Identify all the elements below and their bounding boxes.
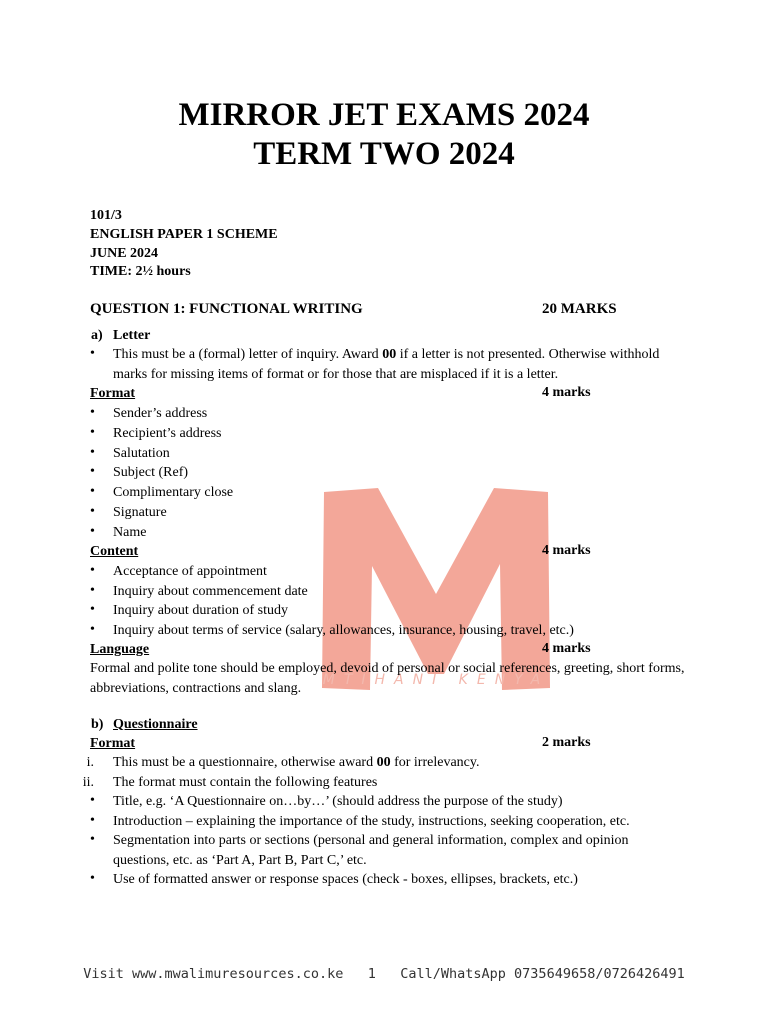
paper-name: ENGLISH PAPER 1 SCHEME — [90, 227, 278, 242]
format-item: Salutation — [113, 445, 170, 461]
bullet-icon: • — [90, 523, 95, 539]
questionnaire-feature: Use of formatted answer or response spaces (check - boxes, ellipses, brackets, etc.) — [113, 872, 578, 887]
format-item: Sender’s address — [113, 406, 208, 421]
exam-title: MIRROR JET EXAMS 2024 — [178, 97, 590, 133]
bullet-icon: • — [90, 504, 95, 519]
bullet-icon: • — [90, 346, 95, 361]
bullet-icon: • — [90, 405, 95, 420]
item-number: i. — [86, 755, 94, 770]
questionnaire-feature-continued: questions, etc. as ‘Part A, Part B, Part C,’ etc. — [113, 852, 367, 868]
footer-website: Visit www.mwalimuresources.co.ke — [83, 966, 344, 982]
part-b-format-marks: 2 marks — [542, 735, 591, 750]
paper-date: JUNE 2024 — [90, 246, 159, 261]
questionnaire-feature: Segmentation into parts or sections (personal and general information, complex and opinion — [113, 833, 629, 848]
question-1-heading: QUESTION 1: FUNCTIONAL WRITING — [90, 301, 363, 317]
bullet-icon: • — [90, 424, 95, 440]
format-item: Recipient’s address — [113, 425, 222, 441]
letter-intro: This must be a (formal) letter of inquiry. Award 00 if a letter is not presented. Otherwise withhold — [113, 347, 660, 362]
content-item: Inquiry about duration of study — [113, 603, 288, 619]
item-number: ii. — [82, 774, 94, 790]
bullet-icon: • — [90, 832, 95, 847]
watermark-text: MTIHANI KENYA — [322, 672, 550, 688]
bullet-icon: • — [90, 812, 95, 828]
paper-time: TIME: 2½ hours — [90, 264, 191, 279]
bullet-icon: • — [90, 871, 95, 886]
numbered-item: The format must contain the following features — [113, 774, 378, 790]
bullet-icon: • — [90, 563, 95, 578]
part-a-title: Letter — [113, 328, 151, 343]
content-heading: Content — [90, 544, 139, 559]
content-marks: 4 marks — [542, 543, 591, 558]
format-marks: 4 marks — [542, 385, 591, 400]
exam-term: TERM TWO 2024 — [253, 136, 515, 172]
bullet-icon: • — [90, 444, 95, 460]
questionnaire-feature: Title, e.g. ‘A Questionnaire on…by…’ (should address the purpose of the study) — [113, 794, 563, 809]
bullet-icon: • — [90, 464, 95, 480]
part-b-label: b) — [91, 717, 104, 732]
language-text-line1: Formal and polite tone should be employed, devoid of personal or social references, greeting, short forms, — [90, 661, 685, 676]
bullet-icon: • — [90, 793, 95, 808]
format-item: Signature — [113, 505, 167, 520]
format-item: Subject (Ref) — [113, 465, 189, 481]
part-b-title: Questionnaire — [113, 717, 198, 732]
bullet-icon: • — [90, 484, 95, 500]
bullet-icon: • — [90, 621, 95, 637]
numbered-item: This must be a questionnaire, otherwise award 00 for irrelevancy. — [113, 755, 480, 770]
letter-intro-line2: marks for missing items of format or for those that are misplaced if it is a letter. — [113, 367, 559, 382]
bullet-icon: • — [90, 602, 95, 618]
question-1-marks: 20 MARKS — [542, 301, 617, 317]
part-a-label: a) — [91, 328, 103, 343]
format-item: Complimentary close — [113, 485, 234, 501]
format-item: Name — [113, 524, 147, 540]
bullet-icon: • — [90, 582, 95, 598]
language-marks: 4 marks — [542, 641, 591, 656]
content-item: Acceptance of appointment — [113, 564, 267, 579]
content-item: Inquiry about commencement date — [113, 583, 308, 599]
part-b-format-heading: Format — [90, 736, 136, 751]
page-number: 1 — [367, 966, 376, 982]
language-heading: Language — [90, 642, 150, 657]
page-footer — [0, 966, 768, 982]
format-heading: Format — [90, 386, 136, 401]
paper-code: 101/3 — [90, 208, 122, 223]
questionnaire-feature: Introduction – explaining the importance of the study, instructions, seeking cooperation, etc. — [113, 813, 630, 829]
content-item: Inquiry about terms of service (salary, allowances, insurance, housing, travel, etc.) — [113, 622, 574, 638]
language-text-line2: abbreviations, contractions and slang. — [90, 681, 302, 696]
footer-contact: Call/WhatsApp 0735649658/0726426491 — [400, 966, 685, 982]
